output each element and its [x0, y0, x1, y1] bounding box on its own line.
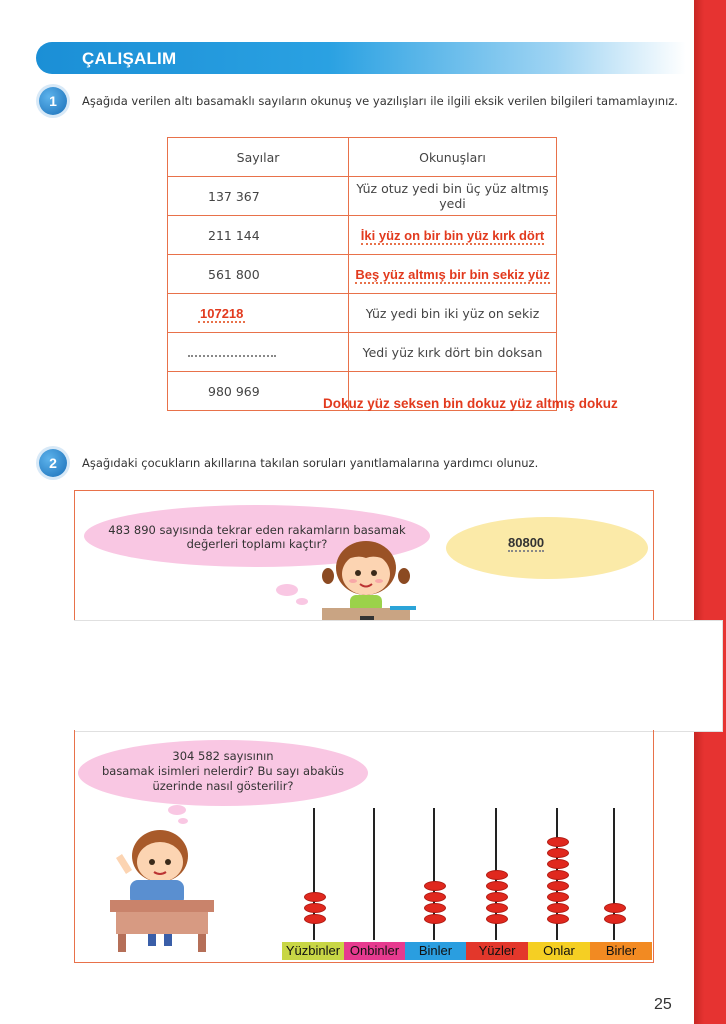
abacus-bead: [424, 881, 446, 891]
abacus-bead: [604, 914, 626, 924]
question-2-badge: 2: [39, 449, 67, 477]
abacus-bead: [486, 892, 508, 902]
answer-cloud: [446, 517, 648, 579]
abacus-rod: [373, 808, 375, 940]
numbers-table: [167, 137, 557, 411]
abacus-bead: [547, 837, 569, 847]
abacus-bead: [547, 870, 569, 880]
row-reading: Yedi yüz kırk dört bin doksan: [349, 333, 557, 372]
header-okunuslari: Okunuşları: [349, 138, 557, 177]
thought-bubble-dot: [168, 805, 186, 815]
abacus-bead: [547, 903, 569, 913]
abacus-bead: [304, 903, 326, 913]
blank-overlay: [74, 620, 723, 732]
table-header-row: [168, 138, 557, 177]
row-reading: Yüz otuz yedi bin üç yüz altmış yedi: [349, 177, 557, 216]
header-sayilar: Sayılar: [168, 138, 349, 177]
table-row: [168, 255, 557, 294]
boy-question-line: 304 582 sayısının: [172, 749, 274, 763]
abacus-bead: [486, 870, 508, 880]
abacus-bead: [424, 914, 446, 924]
abacus-label: Birler: [590, 942, 652, 960]
abacus-label: Yüzler: [466, 942, 528, 960]
abacus-label: Yüzbinler: [282, 942, 344, 960]
boy-question-line: üzerinde nasıl gösterilir?: [152, 779, 294, 793]
section-title: ÇALIŞALIM: [82, 49, 177, 68]
blank-answer-line[interactable]: [188, 347, 276, 357]
thought-bubble-dot: [178, 818, 188, 824]
thought-bubble-dot: [276, 584, 298, 596]
table-row: [168, 216, 557, 255]
row-number: 211 144: [168, 216, 349, 255]
question-1-badge: 1: [39, 87, 67, 115]
abacus-bead: [547, 848, 569, 858]
row-number: 137 367: [168, 177, 349, 216]
table-row: [168, 333, 557, 372]
question-2-text: Aşağıdaki çocukların akıllarına takılan soruları yanıtlamalarına yardımcı olunuz.: [82, 456, 539, 470]
thought-bubble-dot: [296, 598, 308, 605]
abacus-bead: [424, 903, 446, 913]
girl-illustration: [316, 540, 416, 622]
row-number: 561 800: [168, 255, 349, 294]
boy-question-line: basamak isimleri nelerdir? Bu sayı abaküs: [101, 764, 345, 778]
abacus-label: Binler: [405, 942, 466, 960]
row-reading-answer-overflow: Dokuz yüz seksen bin dokuz yüz altmış dokuz: [323, 396, 618, 411]
girl-answer: 80800: [508, 535, 545, 550]
row-reading-answer: Beş yüz altmış bir bin sekiz yüz: [355, 266, 550, 282]
abacus-bead: [304, 914, 326, 924]
row-reading: Yüz yedi bin iki yüz on sekiz: [349, 294, 557, 333]
abacus-bead: [547, 859, 569, 869]
abacus-bead: [604, 903, 626, 913]
table-row: [168, 294, 557, 333]
abacus-bead: [547, 892, 569, 902]
abacus-label: Onbinler: [344, 942, 405, 960]
boy-illustration: [108, 826, 214, 952]
page-number: 25: [654, 996, 672, 1013]
abacus-bead: [547, 881, 569, 891]
boy-question-text: [96, 749, 350, 794]
abacus-bead: [486, 903, 508, 913]
abacus-label: Onlar: [528, 942, 590, 960]
abacus-bead: [547, 914, 569, 924]
row-number: 980 969: [168, 372, 349, 411]
abacus-bead: [486, 881, 508, 891]
table-row: [168, 177, 557, 216]
abacus-bead: [424, 892, 446, 902]
row-reading-answer: İki yüz on bir bin yüz kırk dört: [360, 227, 545, 243]
girl-question-text: 483 890 sayısında tekrar eden rakamların basamak değerleri toplamı kaçtır?: [108, 523, 406, 551]
question-1-text: Aşağıda verilen altı basamaklı sayıların okunuş ve yazılışları ile ilgili eksik verilen bilgileri tamamlayınız.: [82, 94, 678, 108]
abacus-bead: [304, 892, 326, 902]
abacus-bead: [486, 914, 508, 924]
page-edge-shadow: [694, 0, 704, 1024]
row-number-answer: 107218: [200, 305, 244, 321]
